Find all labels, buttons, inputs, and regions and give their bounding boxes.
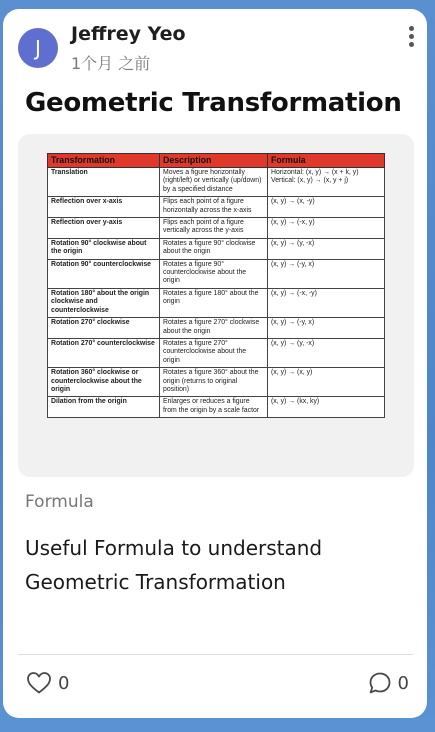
table-row — [48, 168, 385, 197]
comment-button[interactable] — [368, 670, 409, 696]
more-vertical-icon[interactable] — [407, 26, 415, 48]
cell-formula: (x, y) → (y, -x) — [268, 238, 385, 259]
cell-formula: (x, y) → (y, -x) — [268, 338, 385, 367]
post-category[interactable]: Formula — [25, 492, 94, 512]
cell-description: Flips each point of a figure horizontally across the x-axis — [160, 197, 268, 218]
like-button[interactable] — [26, 670, 69, 696]
cell-description: Rotates a figure 360° about the origin (returns to original position) — [160, 368, 268, 397]
cell-description: Rotates a figure 270° counterclockwise about the origin — [160, 338, 268, 367]
table-row — [48, 318, 385, 339]
cell-formula: (x, y) → (-x, -y) — [268, 288, 385, 317]
table-row — [48, 368, 385, 397]
cell-description: Enlarges or reduces a figure from the origin by a scale factor — [160, 397, 268, 418]
cell-formula: Horizontal: (x, y) → (x + k, y) Vertical: (x, y) → (x, y + j) — [268, 168, 385, 197]
cell-transformation: Translation — [48, 168, 160, 197]
cell-formula: (x, y) → (-y, x) — [268, 259, 385, 288]
post-description: Useful Formula to understand Geometric Transformation — [25, 536, 323, 594]
table-row — [48, 397, 385, 418]
cell-formula: (x, y) → (x, y) — [268, 368, 385, 397]
cell-transformation: Reflection over x-axis — [48, 197, 160, 218]
post-image[interactable] — [18, 134, 414, 477]
author-name[interactable]: Jeffrey Yeo — [71, 23, 186, 45]
table-header: Transformation — [48, 154, 160, 168]
post-title: Geometric Transformation — [25, 88, 402, 118]
cell-transformation: Rotation 360° clockwise or counterclockwise about the origin — [48, 368, 160, 397]
cell-formula: (x, y) → (-y, x) — [268, 318, 385, 339]
like-count: 0 — [58, 672, 70, 694]
cell-description: Rotates a figure 90° clockwise about the origin — [160, 238, 268, 259]
cell-transformation: Rotation 90° clockwise about the origin — [48, 238, 160, 259]
comment-icon[interactable] — [368, 671, 392, 695]
cell-transformation: Rotation 90° counterclockwise — [48, 259, 160, 288]
cell-transformation: Rotation 270° clockwise — [48, 318, 160, 339]
avatar[interactable]: J — [18, 28, 58, 68]
cell-transformation: Dilation from the origin — [48, 397, 160, 418]
transformation-table — [47, 153, 385, 418]
post-card — [3, 9, 427, 718]
table-row — [48, 238, 385, 259]
cell-description: Rotates a figure 270° clockwise about the origin — [160, 318, 268, 339]
table-row — [48, 197, 385, 218]
cell-transformation: Rotation 270° counterclockwise — [48, 338, 160, 367]
table-row — [48, 338, 385, 367]
cell-description: Moves a figure horizontally (right/left) or vertically (up/down) by a specified distance — [160, 168, 268, 197]
cell-formula: (x, y) → (-x, y) — [268, 218, 385, 239]
table-row — [48, 218, 385, 239]
divider — [18, 654, 413, 655]
table-row — [48, 259, 385, 288]
cell-formula: (x, y) → (kx, ky) — [268, 397, 385, 418]
table-header: Formula — [268, 154, 385, 168]
cell-description: Rotates a figure 180° about the origin — [160, 288, 268, 317]
post-time: 1个月 之前 — [71, 54, 151, 73]
cell-transformation: Reflection over y-axis — [48, 218, 160, 239]
cell-formula: (x, y) → (x, -y) — [268, 197, 385, 218]
heart-icon[interactable] — [26, 671, 52, 695]
table-header: Description — [160, 154, 268, 168]
cell-description: Rotates a figure 90° counterclockwise about the origin — [160, 259, 268, 288]
comment-count: 0 — [397, 672, 409, 694]
cell-transformation: Rotation 180° about the origin clockwise and counterclockwise — [48, 288, 160, 317]
table-row — [48, 288, 385, 317]
cell-description: Flips each point of a figure vertically across the y-axis — [160, 218, 268, 239]
